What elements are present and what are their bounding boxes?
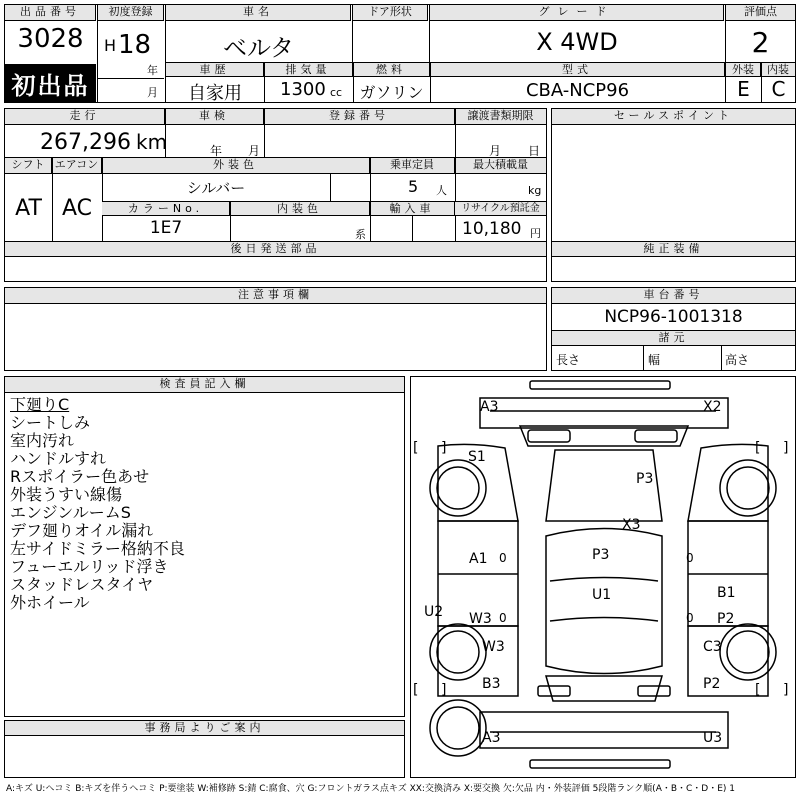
recycle-value: 10,180: [462, 219, 522, 239]
shift-label: シフト: [5, 158, 52, 174]
displacement-label: 排気量: [264, 63, 353, 77]
bracket: [: [413, 682, 419, 698]
car-name-label: 車名: [166, 5, 351, 21]
inspector-line: シートしみ: [10, 413, 91, 432]
inspector-line: Rスポイラー色あせ: [10, 467, 150, 486]
displacement-unit: cc: [330, 86, 343, 99]
mileage-label: 走行: [5, 109, 165, 125]
exterior-label: 外装: [726, 63, 761, 77]
grille: [520, 426, 688, 446]
aircon-value: AC: [61, 196, 93, 221]
color-no-label: カラーNo.: [102, 202, 230, 216]
inspector-line: 室内汚れ: [10, 431, 75, 450]
capacity-unit: 人: [436, 184, 447, 197]
model-value: CBA-NCP96: [525, 80, 630, 101]
inspector-line: 下廻りC: [10, 395, 70, 414]
car-diagram: [410, 376, 796, 778]
dimensions-label: 諸元: [552, 331, 795, 346]
exterior-score: E: [737, 77, 750, 101]
inspector-line: 外ホイール: [10, 593, 90, 612]
exterior-color-label: 外装色: [102, 158, 370, 174]
mark-zero: 0: [499, 611, 507, 625]
inspector-line: 外装うすい線傷: [10, 485, 123, 504]
recycle-label: リサイクル預託金: [455, 202, 546, 216]
max-load-label: 最大積載量: [455, 158, 546, 174]
max-load-unit: kg: [528, 184, 542, 197]
registration-year: 18: [118, 30, 152, 60]
mark-b3: B3: [482, 676, 501, 692]
genuine-equipment-label: 純正装備: [552, 242, 795, 257]
interior-label: 内装: [761, 63, 795, 77]
grade-value: X 4WD: [536, 28, 618, 56]
score-value: 2: [751, 26, 770, 59]
inspector-line: 左サイドミラー格納不良: [10, 539, 185, 558]
mark-b1: B1: [717, 585, 736, 601]
registration-era: H: [104, 36, 117, 55]
bracket: [: [755, 682, 761, 698]
import-label: 輸入車: [370, 202, 455, 216]
notes-label: 注意事項欄: [5, 288, 546, 304]
registration-month-unit: 月: [147, 86, 158, 99]
bracket: ]: [783, 440, 789, 456]
front-bumper: [480, 398, 728, 428]
fuel-value: ガソリン: [359, 83, 424, 102]
bracket: ]: [441, 440, 447, 456]
transfer-docs-label: 譲渡書類期限: [455, 109, 546, 125]
mark-s1: S1: [468, 449, 486, 465]
shift-value: AT: [15, 196, 42, 221]
chassis-label: 車台番号: [552, 288, 795, 304]
inspector-line: ハンドルすれ: [10, 449, 107, 468]
mark-p2-right: P2: [717, 611, 735, 627]
mark-zero: 0: [686, 551, 694, 565]
bracket: [: [755, 440, 761, 456]
spare-wheel: [430, 700, 486, 756]
later-parts-label: 後日発送部品: [5, 242, 546, 257]
sales-points-label: セールスポイント: [552, 109, 795, 125]
inspector-notes: [10, 396, 400, 612]
mark-x3: X3: [622, 517, 641, 533]
mark-zero: 0: [499, 551, 507, 565]
door-label: ドア形状: [353, 5, 428, 21]
mark-p3-roof: P3: [592, 547, 610, 563]
rear-bumper: [480, 712, 728, 748]
registration-year-unit: 年: [147, 64, 158, 77]
transfer-month-unit: 月: [489, 144, 502, 158]
history-label: 車歴: [166, 63, 264, 77]
exterior-color-value: シルバー: [186, 179, 246, 197]
mark-rear-left: A3: [482, 730, 501, 746]
mark-p3-hood: P3: [636, 471, 654, 487]
inspector-line: デフ廻りオイル漏れ: [10, 521, 154, 540]
history-value: 自家用: [188, 83, 242, 104]
mark-rear-right: U3: [703, 730, 723, 746]
registration-label: 初度登録: [98, 5, 164, 21]
rear-window: [546, 676, 662, 701]
mark-c3: C3: [703, 639, 722, 655]
capacity-label: 乗車定員: [370, 158, 455, 174]
mark-w3-left: W3: [469, 611, 492, 627]
bracket: ]: [441, 682, 447, 698]
chassis-value: NCP96-1001318: [604, 307, 743, 327]
inspection-month-unit: 月: [248, 144, 261, 158]
front-bumper-top: [530, 381, 670, 389]
aircon-label: エアコン: [52, 158, 102, 174]
model-label: 型式: [430, 63, 725, 77]
displacement-value: 1300: [280, 79, 326, 100]
left-rear-fender: [438, 626, 518, 696]
plate-label: 登録番号: [264, 109, 455, 125]
lot-number: 3028: [17, 24, 84, 54]
bracket: ]: [783, 682, 789, 698]
legend: A:キズ U:ヘコミ B:キズを伴うヘコミ P:要塗装 W:補修跡 S:錆 C:腐食、穴 G:フロントガラス点キズ XX:交換済み X:要交換 欠:欠品 内・外装評価 5段階ランク順(A・B・C・D・E) 1: [6, 784, 736, 794]
mileage-unit: km: [136, 130, 168, 154]
first-listing-text: 初出品: [11, 72, 90, 100]
recycle-unit: 円: [530, 227, 541, 240]
lot-label: 出品番号: [5, 5, 96, 21]
office-label: 事務局よりご案内: [5, 721, 404, 736]
capacity-value: 5: [408, 177, 419, 196]
score-label: 評価点: [726, 5, 795, 21]
interior-color-unit: 系: [355, 228, 366, 241]
interior-score: C: [771, 77, 786, 101]
inspector-line: エンジンルームS: [10, 503, 131, 522]
inspection-label: 車検: [165, 109, 264, 125]
inspection-year-unit: 年: [210, 144, 223, 158]
transfer-day-unit: 日: [528, 144, 541, 158]
car-name: ベルタ: [222, 34, 295, 62]
inspector-line: スタッドレスタイヤ: [10, 575, 154, 594]
fuel-label: 燃料: [353, 63, 430, 77]
inspector-line: フューエルリッド浮き: [10, 557, 169, 576]
mark-w3-left2: W3: [482, 639, 505, 655]
mark-front-right: X2: [703, 399, 722, 415]
mark-zero: 0: [686, 611, 694, 625]
mark-u2: U2: [424, 604, 444, 620]
grade-label: グレード: [430, 5, 724, 21]
length-label: 長さ: [556, 353, 581, 367]
color-no-value: 1E7: [149, 218, 183, 238]
interior-color-label: 内装色: [230, 202, 370, 216]
inspector-label: 検査員記入欄: [5, 377, 404, 393]
mark-p2-rear: P2: [703, 676, 721, 692]
mark-front-left: A3: [480, 399, 499, 415]
height-label: 高さ: [725, 353, 750, 367]
mark-a1: A1: [469, 551, 488, 567]
bracket: [: [413, 440, 419, 456]
mark-u1: U1: [592, 587, 612, 603]
width-label: 幅: [648, 353, 661, 367]
mileage-value: 267,296: [40, 130, 131, 155]
